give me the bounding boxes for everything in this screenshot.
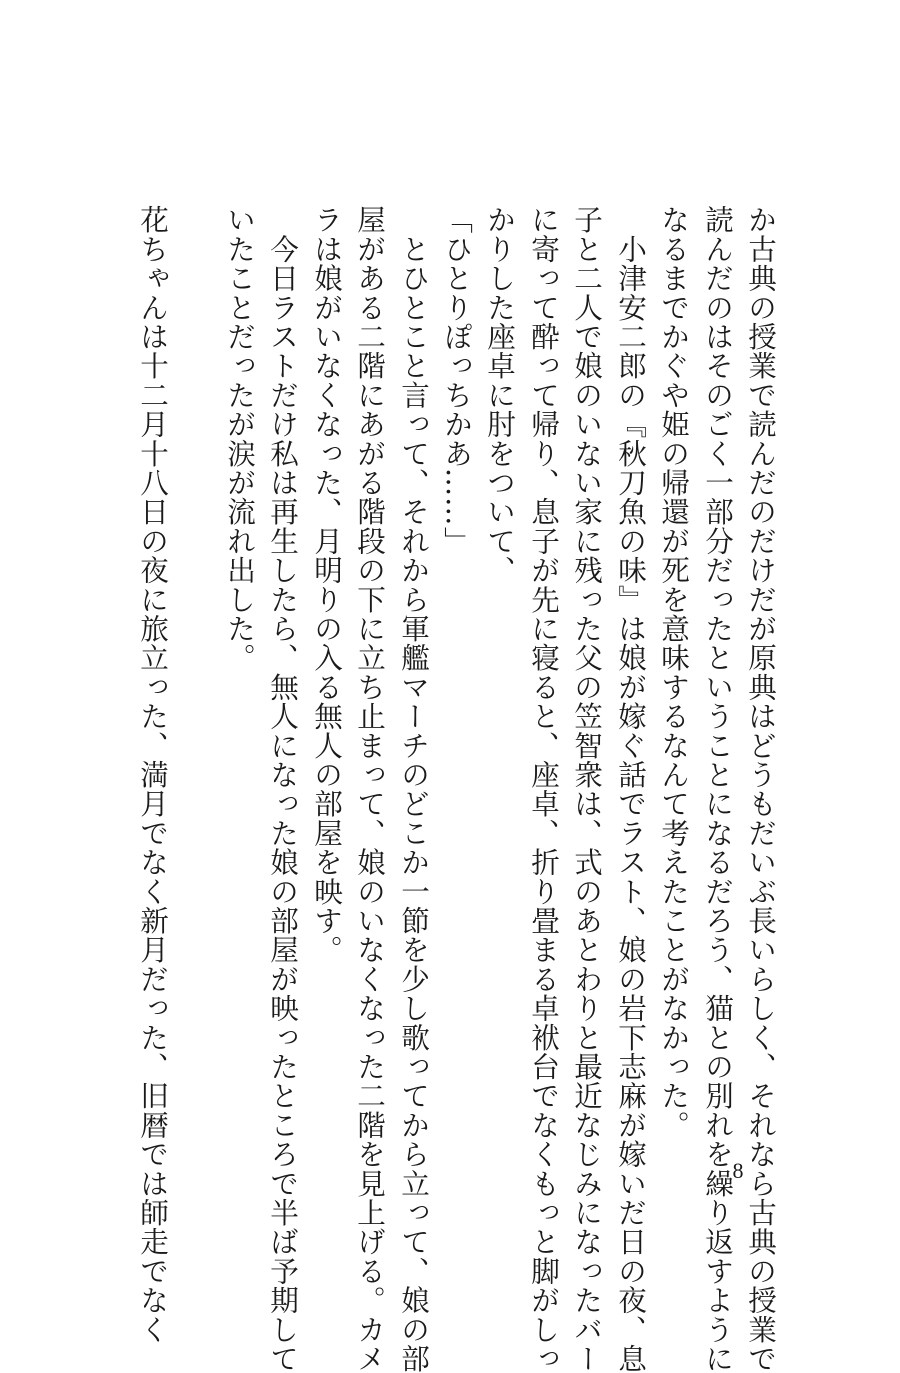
text-line: なるまでかぐや姫の帰還が死を意味するなんて考えたことがなかった。 [657,205,691,1140]
text-line: 子と二人で娘のいない家に残った父の笠智衆は、式のあとわりと最近なじみになったバー [570,205,604,1373]
text-line: 今日ラストだけ私は再生したら、無人になった娘の部屋が映ったところで半ば予期して [266,205,300,1373]
text-line: とひとこと言って、それから軍艦マーチのどこか一節を少し歌ってから立って、娘の部 [397,205,431,1373]
dialogue-line: 「ひとりぽっちかあ……」 [440,205,474,556]
text-line: に寄って酔って帰り、息子が先に寝ると、座卓、折り畳まる卓袱台でなくもっと脚がしっ [527,205,561,1373]
text-line: かりした座卓に肘をついて、 [483,205,517,585]
text-line: 花ちゃんは十二月十八日の夜に旅立った、満月でなく新月だった、旧暦では師走でなく [136,205,170,1344]
text-line: 読んだのはそのごく一部分だったということになるだろう、猫との別れを繰り返すように [701,205,735,1373]
text-line: か古典の授業で読んだのだけだが原典はどうもだいぶ長いらしく、それなら古典の授業で [744,205,778,1373]
text-line: いたことだったが涙が流れ出した。 [223,205,257,673]
text-line: 小津安二郎の『秋刀魚の味』は娘が嫁ぐ話でラスト、娘の岩下志麻が嫁いだ日の夜、息 [614,205,648,1373]
text-line: 屋がある二階にあがる階段の下に立ち止まって、娘のいなくなった二階を見上げる。カメ [353,205,387,1373]
page-number: 8 [732,1158,744,1183]
text-line: ラは娘がいなくなった、月明りの入る無人の部屋を映す。 [310,205,344,965]
